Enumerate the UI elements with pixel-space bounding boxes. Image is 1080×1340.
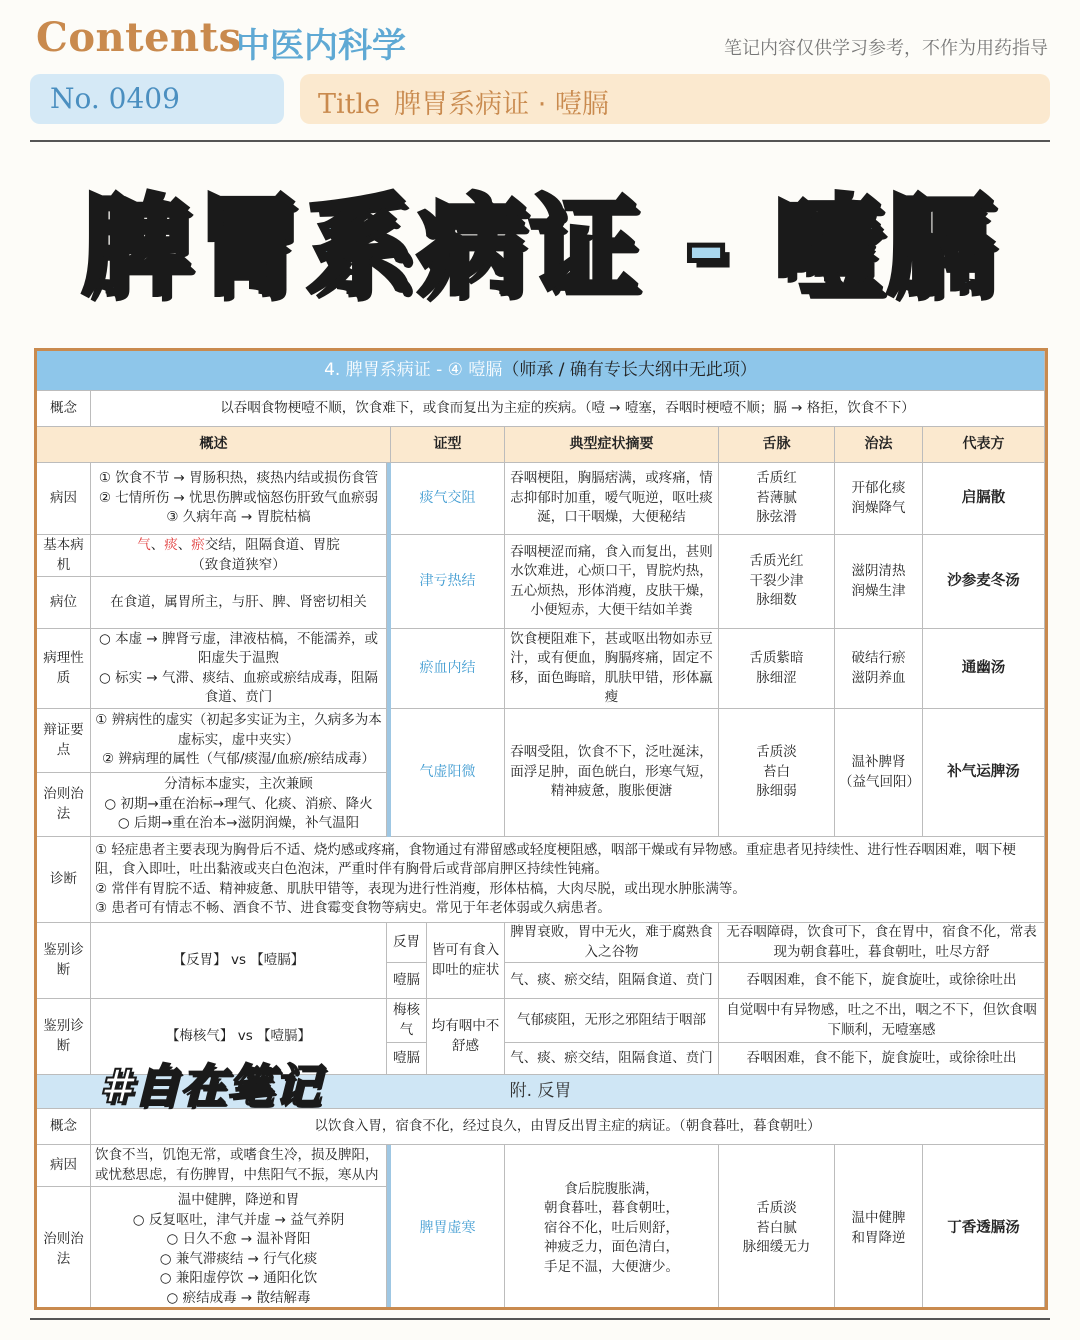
tongue-line: 舌质紫暗	[749, 650, 804, 666]
subject-title: 中医内科学	[236, 26, 406, 66]
differential-b-symptoms: 吞咽困难，食不能下，旋食旋吐，或徐徐吐出	[719, 1043, 1045, 1075]
diagnosis-text	[91, 837, 1045, 923]
differential-a-name: 反胃	[387, 923, 427, 963]
type-name: 瘀血内结	[391, 629, 505, 709]
cause-line: ① 饮食不节 → 胃肠积热，痰热内结或损伤食管	[98, 470, 379, 487]
appendix-symptom-line: 神疲乏力，面色清白，	[544, 1239, 679, 1256]
pathology-line: ○ 本虚 → 脾肾亏虚，津液枯槁，不能濡养，或阳虚失于温煦	[99, 630, 378, 666]
type-tongue	[719, 709, 835, 837]
method-line: 润燥降气	[851, 499, 906, 516]
contents-label: Contents	[36, 14, 242, 61]
appendix-principle-line: ○ 反复呕吐，津气并虚 → 益气养阴	[132, 1211, 345, 1228]
appendix-concept: 以饮食入胃，宿食不化，经过良久，由胃反出胃主症的病证。（朝食暮吐，暮食朝吐）	[91, 1109, 1045, 1145]
watermark-text: #自在笔记	[100, 1059, 322, 1113]
type-tongue	[719, 463, 835, 535]
appendix-principle	[91, 1187, 387, 1310]
differential-a-symptoms: 无吞咽障碍，饮食可下，食在胃中，宿食不化，常表现为朝食暮吐，暮食朝吐，吐尽方舒	[719, 923, 1045, 963]
method-line: （益气回阳）	[839, 773, 920, 790]
type-tongue	[719, 535, 835, 629]
tongue-line: 舌质淡	[756, 1200, 797, 1217]
tongue-line: 舌质淡	[756, 744, 797, 761]
appendix-type: 脾胃虚寒	[391, 1145, 505, 1310]
title-label: Title	[318, 89, 381, 120]
header-symptoms: 典型症状摘要	[505, 427, 719, 463]
pathology-text	[91, 629, 387, 709]
type-formula: 沙参麦冬汤	[923, 535, 1045, 629]
differential-a-cause: 脾胃衰败，胃中无火，难于腐熟食入之谷物	[505, 923, 719, 963]
type-name: 津亏热结	[391, 535, 505, 629]
mechanism-line	[95, 536, 382, 556]
principle-line: ○ 初期→重在治标→理气、化痰、消瘀、降火	[104, 795, 373, 812]
tongue-line: 苔薄腻	[756, 489, 797, 506]
mech-rest: 交结，阻隔食道、胃脘	[204, 537, 340, 553]
header-type: 证型	[391, 427, 505, 463]
type-formula: 启膈散	[923, 463, 1045, 535]
appendix-principle-label: 治则治法	[37, 1187, 91, 1310]
type-formula: 通幽汤	[923, 629, 1045, 709]
appendix-principle-line: ○ 兼阳虚停饮 → 通阳化饮	[159, 1270, 318, 1286]
appendix-symptom-line: 宿谷不化，吐后则舒，	[544, 1219, 679, 1236]
diagnosis-line: ② 常伴有胃脘不适、精神疲惫、肌肤甲错等，表现为进行性消瘦，形体枯槁，大肉尽脱，或出现水肿胀满等。	[95, 880, 746, 897]
type-method	[835, 463, 923, 535]
mechanism-label: 基本病机	[37, 535, 91, 577]
cause-line: ③ 久病年高 → 胃脘枯槁	[166, 509, 311, 526]
notes-table	[34, 348, 1048, 1310]
type-symptoms: 吞咽受阻，饮食不下，泛吐涎沫，面浮足肿，面色㿠白，形寒气短，精神疲惫，腹胀便溏	[505, 709, 719, 837]
tongue-line: 苔白	[763, 763, 790, 780]
appendix-cause: 饮食不当，饥饱无常，或嗜食生冷，损及脾阳，或忧愁思虑，有伤脾胃，中焦阳气不振，寒从内	[91, 1145, 387, 1187]
section-title: 4. 脾胃系病证 - ④ 噎膈	[324, 359, 503, 380]
page-header	[0, 0, 1080, 150]
method-line: 润燥生津	[851, 582, 906, 599]
appendix-symptom-line: 手足不温，大便溏少。	[544, 1258, 679, 1275]
differentiation-line: ① 辨病性的虚实（初起多实证为主，久病多为本虚标实，虚中夹实）	[95, 712, 382, 748]
differential-common: 皆可有食入即吐的症状	[427, 923, 505, 999]
cause-text	[91, 463, 387, 535]
type-tongue	[719, 629, 835, 709]
appendix-principle-line: ○ 日久不愈 → 温补肾阳	[166, 1231, 311, 1247]
appendix-method	[835, 1145, 923, 1310]
appendix-principle-line: 温中健脾，降逆和胃	[177, 1192, 300, 1208]
appendix-symptom-line: 朝食暮吐，暮食朝吐，	[544, 1200, 679, 1217]
cause-label: 病因	[37, 463, 91, 535]
method-line: 和胃降逆	[851, 1229, 906, 1246]
method-line: 破结行瘀	[851, 650, 906, 666]
appendix-principle-line: ○ 瘀结成毒 → 散结解毒	[166, 1289, 311, 1306]
differential-vs: 【梅核气】 vs 【噎膈】	[91, 999, 387, 1075]
differentiation-text	[91, 709, 387, 773]
differential-b-cause: 气、痰、瘀交结，阻隔食道、贲门	[505, 963, 719, 999]
appendix-cause-label: 病因	[37, 1145, 91, 1187]
mech-yu: 瘀	[191, 537, 205, 553]
method-line: 开郁化痰	[851, 480, 906, 496]
cause-line: ② 七情所伤 → 忧思伤脾或恼怒伤肝致气血瘀弱	[98, 489, 379, 506]
header-divider	[30, 140, 1050, 142]
differential-label: 鉴别诊断	[37, 999, 91, 1075]
differentiation-label: 辩证要点	[37, 709, 91, 773]
location-label: 病位	[37, 577, 91, 629]
header-tongue-pulse: 舌脉	[719, 427, 835, 463]
principle-label: 治则治法	[37, 773, 91, 837]
principle-line: 分清标本虚实，主次兼顾	[164, 776, 313, 793]
differential-b-cause: 气、痰、瘀交结，阻隔食道、贲门	[505, 1043, 719, 1075]
appendix-symptom-line: 食后脘腹胀满，	[564, 1180, 659, 1197]
section-header	[37, 351, 1045, 391]
differential-vs: 【反胃】 vs 【噎膈】	[91, 923, 387, 999]
note-title-box	[300, 74, 1050, 124]
mech-sep: 、	[150, 537, 165, 553]
differential-b-name: 噎膈	[387, 1043, 427, 1075]
tongue-line: 干裂少津	[749, 572, 804, 589]
tongue-line: 脉细弱	[756, 783, 797, 800]
diagnosis-label: 诊断	[37, 837, 91, 923]
differential-common: 均有咽中不舒感	[427, 999, 505, 1075]
type-symptoms: 饮食梗阻难下，甚或呕出物如赤豆汁，或有便血，胸膈疼痛，固定不移，面色晦暗，肌肤甲错，形体羸瘦	[505, 629, 719, 709]
differential-a-symptoms: 自觉咽中有异物感，吐之不出，咽之不下，但饮食咽下顺利，无噎塞感	[719, 999, 1045, 1043]
type-name: 痰气交阻	[391, 463, 505, 535]
appendix-concept-label: 概念	[37, 1109, 91, 1145]
differential-b-name: 噎膈	[387, 963, 427, 999]
location-text: 在食道，属胃所主，与肝、脾、肾密切相关	[91, 577, 387, 629]
pathology-label: 病理性质	[37, 629, 91, 709]
method-line: 滋阴养血	[851, 669, 906, 686]
mech-sep: 、	[177, 537, 192, 553]
tongue-line: 脉弦滑	[756, 509, 797, 526]
principle-line: ○ 后期→重在治本→滋阴润燥，补气温阳	[117, 815, 360, 832]
tongue-line: 苔白腻	[756, 1219, 797, 1236]
big-title: 脾胃系病证 - 噎膈	[81, 185, 999, 310]
note-number: No. 0409	[30, 74, 284, 124]
concept-label: 概念	[37, 391, 91, 427]
tongue-line: 舌质红	[756, 470, 797, 487]
mech-tan: 痰	[164, 537, 178, 553]
tongue-line: 脉细涩	[756, 669, 797, 686]
header-formula: 代表方	[923, 427, 1045, 463]
method-line: 滋阴清热	[851, 563, 906, 579]
tongue-line: 脉细数	[756, 592, 797, 609]
differential-label: 鉴别诊断	[37, 923, 91, 999]
appendix-symptoms	[505, 1145, 719, 1310]
mech-qi: 气	[137, 537, 151, 553]
mechanism-note: （致食道狭窄）	[191, 556, 286, 573]
header-overview: 概述	[37, 427, 391, 463]
differential-b-symptoms: 吞咽困难，食不能下，旋食旋吐，或徐徐吐出	[719, 963, 1045, 999]
type-formula: 补气运脾汤	[923, 709, 1045, 837]
type-method	[835, 629, 923, 709]
method-line: 温中健脾	[851, 1210, 906, 1226]
footer-divider	[30, 1318, 1050, 1320]
differential-a-name: 梅核气	[387, 999, 427, 1043]
section-note: （师承 / 确有专长大纲中无此项）	[502, 359, 757, 380]
method-line: 温补脾肾	[851, 754, 906, 770]
appendix-tongue	[719, 1145, 835, 1310]
note-title: 脾胃系病证 · 噎膈	[394, 89, 609, 120]
differential-a-cause: 气郁痰阻，无形之邪阻结于咽部	[505, 999, 719, 1043]
disclaimer-text: 笔记内容仅供学习参考，不作为用药指导	[724, 38, 1048, 59]
appendix-formula: 丁香透膈汤	[923, 1145, 1045, 1310]
tongue-line: 舌质光红	[749, 553, 804, 570]
tongue-line: 脉细缓无力	[742, 1239, 811, 1256]
mechanism-text	[91, 535, 387, 577]
type-symptoms: 吞咽梗涩而痛，食入而复出，甚则水饮难进，心烦口干，胃脘灼热，五心烦热，形体消瘦，皮肤干燥，小便短赤，大便干结如羊粪	[505, 535, 719, 629]
header-method: 治法	[835, 427, 923, 463]
appendix-principle-line: ○ 兼气滞痰结 → 行气化痰	[159, 1250, 318, 1267]
type-method	[835, 709, 923, 837]
diagnosis-line: ③ 患者可有情志不畅、酒食不节、进食霉变食物等病史。常见于年老体弱或久病患者。	[95, 900, 611, 916]
concept-text: 以吞咽食物梗噎不顺，饮食难下，或食而复出为主症的疾病。（噎 → 噎塞，吞咽时梗噎不顺；膈 → 格拒，饮食不下）	[91, 391, 1045, 427]
diagnosis-line: ① 轻症患者主要表现为胸骨后不适、烧灼感或疼痛，食物通过有滞留感或轻度梗阻感，咽部干燥或有异物感。重症患者见持续性、进行性吞咽困难，咽下梗阻，食入即吐，吐出黏液或夹白色泡沫，严重时伴有胸骨后或背部肩胛区持续性钝痛。	[95, 841, 1016, 877]
principle-text	[91, 773, 387, 837]
type-name: 气虚阳微	[391, 709, 505, 837]
appendix-title: 附. 反胃	[37, 1075, 1045, 1109]
differentiation-line: ② 辨病理的属性（气郁/痰湿/血瘀/瘀结成毒）	[101, 751, 376, 768]
pathology-line: ○ 标实 → 气滞、痰结、血瘀或瘀结成毒，阻隔食道、贲门	[99, 669, 378, 705]
type-method	[835, 535, 923, 629]
type-symptoms: 吞咽梗阻，胸膈痞满，或疼痛，情志抑郁时加重，嗳气呃逆，呕吐痰涎，口干咽燥，大便秘结	[505, 463, 719, 535]
